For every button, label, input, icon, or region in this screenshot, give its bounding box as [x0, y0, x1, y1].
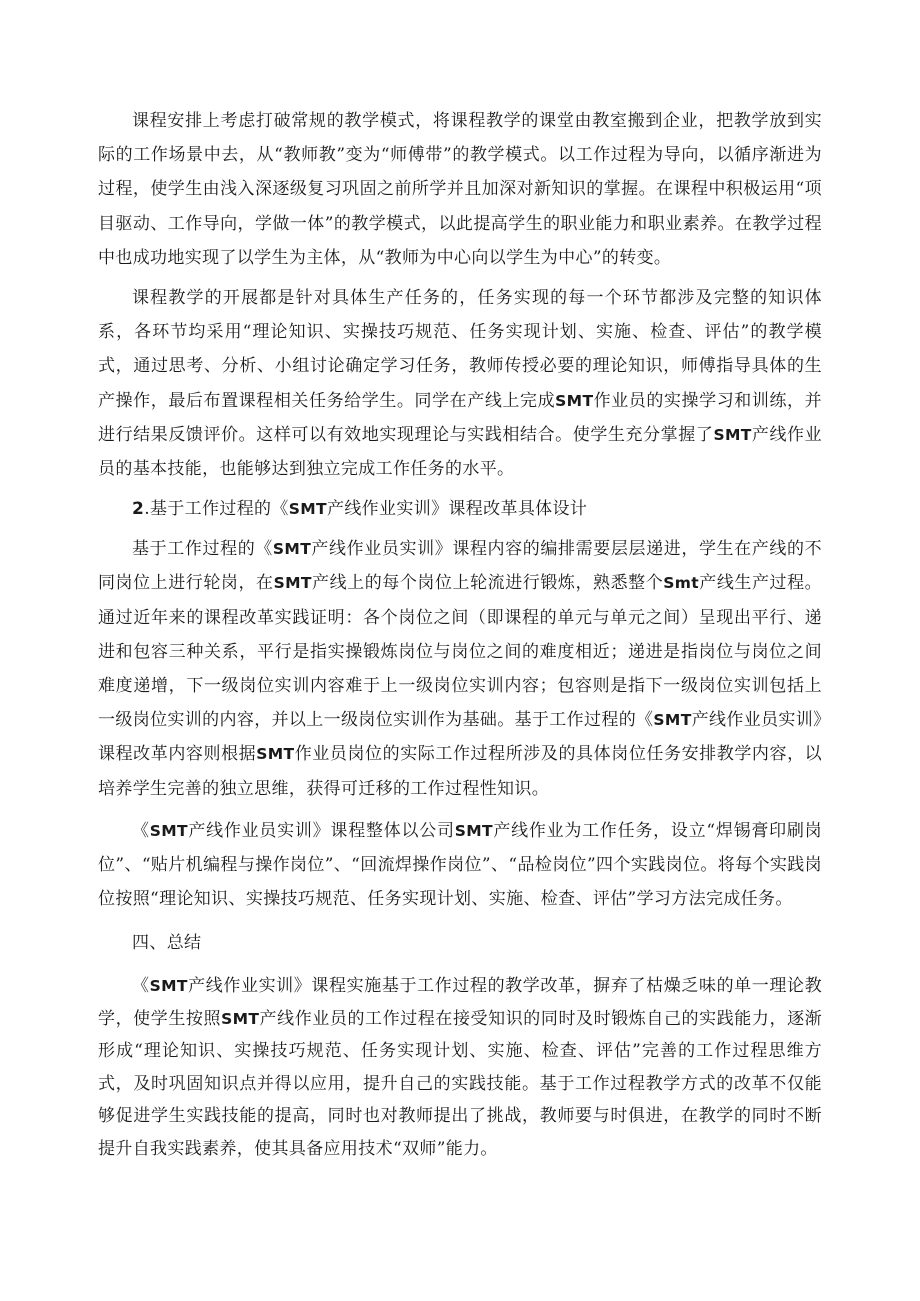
smt-term: Smt	[663, 574, 700, 593]
paragraph-summary: 《SMT产线作业实训》课程实施基于工作过程的教学改革，摒弃了枯燥乏味的单一理论教学，使学生按照SMT产线作业员的工作过程在接受知识的同时及时锻炼自己的实践能力，逐渐形成“理论知识、实操技巧规范、任务实现计划、实施、检查、评估”完善的工作过程思维方式，及时巩固知识点并得以应用，提升自己的实践技能。基于工作过程教学方式的改革不仅能够促进学生实践技能的提高，同时也对教师提出了挑战，教师要与时俱进，在教学的同时不断提升自我实践素养，使其具备应用技术“双师”能力。	[98, 976, 822, 1159]
section-heading-2	[98, 492, 822, 526]
smt-term: SMT	[221, 1009, 260, 1028]
smt-term: SMT	[256, 745, 295, 764]
smt-term: SMT	[149, 977, 188, 996]
paragraph-teaching-mode: 课程安排上考虑打破常规的教学模式，将课程教学的课堂由教室搬到企业，把教学放到实际的工作场景中去，从“教师教”变为“师傅带”的教学模式。以工作过程为导向，以循序渐进为过程，使学生由浅入深逐级复习巩固之前所学并且加深对新知识的掌握。在课程中积极运用“项目驱动、工作导向，学做一体”的教学模式，以此提高学生的职业能力和职业素养。在教学过程中也成功地实现了以学生为主体，从“教师为中心向以学生为中心”的转变。	[98, 111, 822, 268]
paragraph-task-based-teaching: 课程教学的开展都是针对具体生产任务的，任务实现的每一个环节都涉及完整的知识体系，各环节均采用“理论知识、实操技巧规范、任务实现计划、实施、检查、评估”的教学模式，通过思考、分析、小组讨论确定学习任务，教师传授必要的理论知识，师傅指导具体的生产操作，最后布置课程相关任务给学生。同学在产线上完成SMT作业员的实操学习和训练，并进行结果反馈评价。这样可以有效地实现理论与实践相结合。使学生充分掌握了SMT产线作业员的基本技能，也能够达到独立完成工作任务的水平。	[98, 288, 822, 480]
heading-number: 2	[132, 499, 145, 520]
smt-term: SMT	[454, 821, 493, 840]
paragraph-course-structure: 基于工作过程的《SMT产线作业员实训》课程内容的编排需要层层递进，学生在产线的不同岗位上进行轮岗，在SMT产线上的每个岗位上轮流进行锻炼，熟悉整个Smt产线生产过程。通过近年来的课程改革实践证明：各个岗位之间（即课程的单元与单元之间）呈现出平行、递进和包容三种关系，平行是指实操锻炼岗位与岗位之间的难度相近；递进是指岗位与岗位之间难度递增，下一级岗位实训内容难于上一级岗位实训内容；包容则是指下一级岗位实训包括上一级岗位实训的内容，并以上一级岗位实训作为基础。基于工作过程的《SMT产线作业员实训》课程改革内容则根据SMT作业员岗位的实际工作过程所涉及的具体岗位任务安排教学内容，以培养学生完善的独立思维，获得可迁移的工作过程性知识。	[98, 539, 823, 799]
smt-term: SMT	[555, 391, 594, 410]
smt-term: SMT	[149, 821, 188, 840]
heading-2-text: .基于工作过程的《SMT产线作业实训》课程改革具体设计	[144, 499, 588, 520]
smt-term: SMT	[273, 574, 312, 593]
smt-term: SMT	[272, 540, 312, 559]
document-body	[98, 104, 822, 1165]
smt-term: SMT	[288, 500, 327, 519]
paragraph-practice-positions: 《SMT产线作业员实训》课程整体以公司SMT产线作业为工作任务，设立“焊锡膏印刷岗位”、“贴片机编程与操作岗位”、“回流焊操作岗位”、“品检岗位”四个实践岗位。将每个实践岗位按照“理论知识、实操技巧规范、任务实现计划、实施、检查、评估”学习方法完成任务。	[98, 820, 823, 910]
smt-term: SMT	[653, 711, 692, 730]
section-heading-summary: 四、总结	[132, 933, 202, 954]
smt-term: SMT	[713, 425, 752, 444]
